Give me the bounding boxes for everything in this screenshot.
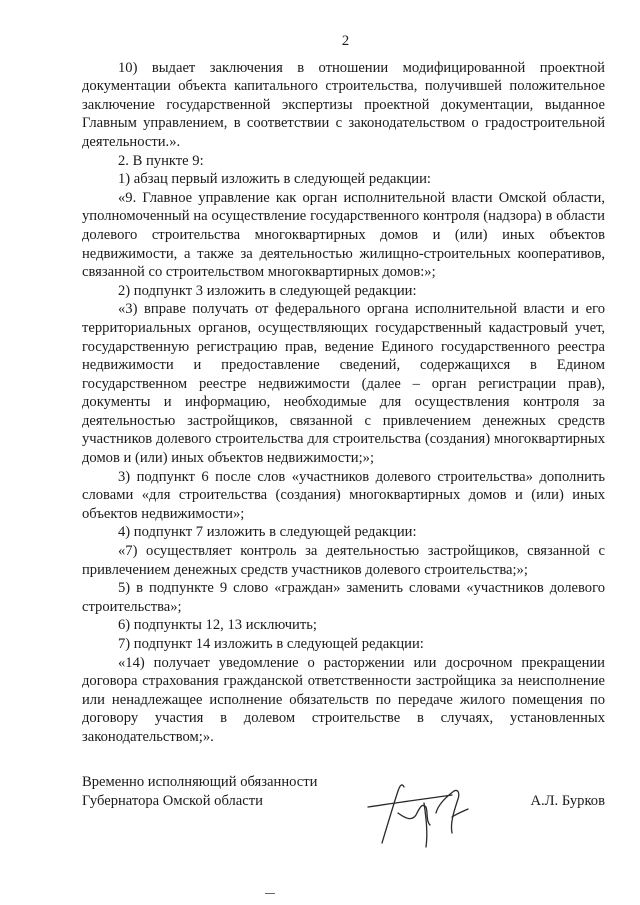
signer-title-line-1: Временно исполняющий обязанности: [82, 774, 318, 790]
paragraph-quote-7: «7) осуществляет контроль за деятельностью застройщиков, связанной с привлечением денежных средств участников долевого строительства;»;: [82, 543, 605, 578]
paragraph-point-9-heading: 2. В пункте 9:: [118, 152, 204, 169]
paragraph-subpoint-7: 7) подпункт 14 изложить в следующей редакции:: [118, 636, 424, 652]
signer-name: А.Л. Бурков: [530, 793, 605, 809]
paragraph-quote-9: «9. Главное управление как орган исполнительной власти Омской области, уполномоченный на осуществление государственного контроля (надзора) в области долевого строительства многоквартирных домов и (или) иных объектов недвижимости, а также за деятельностью жилищно-строительных кооперативов, связанной со строительством многоквартирных домов:»;: [82, 189, 605, 281]
paragraph-subpoint-3: 3) подпункт 6 после слов «участников долевого строительства» дополнить словами «для строительства (создания) многоквартирных домов и (или) иных объектов недвижимости»;: [82, 468, 605, 522]
signer-title-line-2: Губернатора Омской области: [82, 793, 263, 809]
footer-divider: [265, 893, 275, 894]
paragraph-subpoint-5: 5) в подпункте 9 слово «граждан» заменить словами «участников долевого строительства»;: [82, 580, 605, 615]
paragraph-quote-3: «3) вправе получать от федерального органа исполнительной власти и его территориальных органов, осуществляющих государственный кадастровый учет, государственную регистрацию прав, ведение Единого государственного реестра недвижимости и предоставление сведений, содержащихся в Едином государственном реестре недвижимости (далее – орган регистрации прав), документы и информацию, необходимые для осуществления контроля за деятельностью застройщиков, связанной с привлечением денежных средств участников долевого строительства для строительства (создания) многоквартирных домов и (или) иных объектов недвижимости;»;: [82, 301, 605, 467]
handwritten-signature: [354, 773, 504, 851]
paragraph-quote-14: «14) получает уведомление о расторжении или досрочном прекращении договора страхования гражданской ответственности застройщика за неисполнение или ненадлежащее исполнение обязательств по передаче жилого помещения по договору участия в долевом строительстве в случаях, установленных законодательством;».: [82, 654, 605, 745]
paragraph-subpoint-6: 6) подпункты 12, 13 исключить;: [118, 617, 317, 634]
paragraph-subpoint-2: 2) подпункт 3 изложить в следующей редакции:: [118, 282, 417, 299]
paragraph-item-10: 10) выдает заключения в отношении модифицированной проектной документации объекта капитального строительства, получившей положительное заключение государственной экспертизы проектной документации, выданное Главным управлением, в соответствии с законодательством о градостроительной деятельности.».: [82, 59, 605, 150]
paragraph-subpoint-1: 1) абзац первый изложить в следующей редакции:: [118, 171, 431, 188]
page-number: 2: [341, 33, 350, 49]
paragraph-subpoint-4: 4) подпункт 7 изложить в следующей редакции:: [118, 524, 417, 541]
signature-block: [82, 773, 605, 853]
